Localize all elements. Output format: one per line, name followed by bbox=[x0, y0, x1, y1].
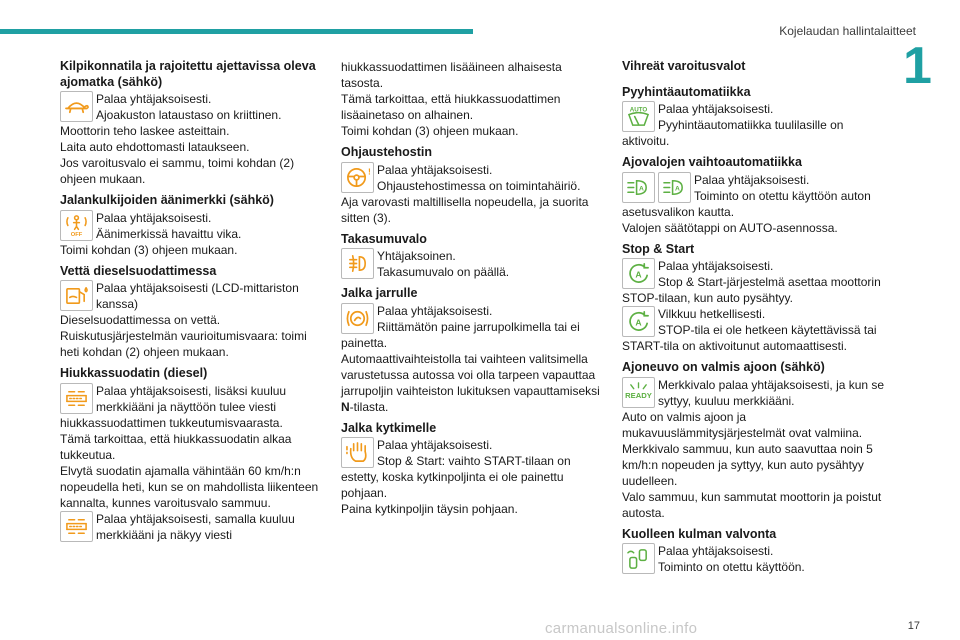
ready-label: READY bbox=[625, 390, 652, 400]
svg-text:!: ! bbox=[368, 166, 371, 177]
text-line: Ohjaustehostimessa on toimintahäiriö. bbox=[377, 178, 581, 193]
ready-icon bbox=[622, 377, 655, 408]
section-foot-on-clutch bbox=[341, 421, 603, 518]
text-line: Palaa yhtäjaksoisesti. bbox=[658, 259, 774, 273]
page-header-title: Kojelaudan hallintalaitteet bbox=[779, 24, 916, 38]
section-title: Takasumuvalo bbox=[341, 231, 427, 246]
text-line: Stop & Start-järjestelmä asettaa moottorin STOP-tilaan, kun auto pysähtyy. bbox=[622, 275, 881, 305]
section-title: Pyyhintäautomatiikka bbox=[622, 84, 751, 99]
section-blind-spot bbox=[622, 527, 892, 576]
section-title: Jalankulkijoiden äänimerkki (sähkö) bbox=[60, 193, 274, 207]
particle-filter-icon bbox=[60, 383, 93, 414]
text-line: Toiminto on otettu käyttöön auton asetusvalikon kautta. bbox=[622, 188, 871, 219]
text-line: Takasumuvalo on päällä. bbox=[377, 265, 510, 279]
section-pedestrian-sound bbox=[60, 193, 322, 258]
section-power-steering bbox=[341, 145, 603, 226]
section-title: Ohjaustehostin bbox=[341, 145, 432, 159]
stop-start-icon bbox=[622, 306, 655, 337]
text-line: Ruiskutusjärjestelmän vaurioitumisvaara: toimi heti kohdan (2) ohjeen mukaan. bbox=[60, 329, 307, 359]
section-rear-fog bbox=[341, 232, 603, 281]
header-accent-bar bbox=[0, 29, 473, 34]
text-line: STOP-tila ei ole hetkeen käytettävissä tai START-tila on aktivoitunut automaattisesti. bbox=[622, 323, 877, 353]
text-line: Palaa yhtäjaksoisesti. bbox=[377, 303, 493, 318]
text-line: Palaa yhtäjaksoisesti. bbox=[377, 162, 493, 177]
column-3 bbox=[622, 59, 892, 581]
foot-on-clutch-icon bbox=[341, 437, 374, 468]
text-line: Yhtäjaksoinen. bbox=[377, 249, 456, 263]
column-1 bbox=[60, 59, 322, 549]
section-auto-wiper bbox=[622, 85, 892, 150]
section-title: Jalka jarrulle bbox=[341, 286, 418, 300]
text-line: Toimi kohdan (3) ohjeen mukaan. bbox=[60, 242, 238, 257]
text-line: Palaa yhtäjaksoisesti, samalla kuuluu merkkiääni ja näkyy viesti bbox=[96, 511, 295, 542]
section-auto-high-beam bbox=[622, 155, 892, 236]
section-ready bbox=[622, 360, 892, 521]
auto-label: AUTO bbox=[629, 106, 648, 114]
foot-on-brake-icon bbox=[341, 303, 374, 334]
auto-high-beam-icon bbox=[622, 172, 655, 203]
text-line: Elvytä suodatin ajamalla vähintään 60 km/h:n nopeudella heti, kun se on mahdollista liikenteen kannalta, kunnes varoitusvalo sammuu. bbox=[60, 463, 319, 510]
chapter-number: 1 bbox=[903, 37, 932, 95]
section-title: Kuolleen kulman valvonta bbox=[622, 526, 777, 541]
text-fragment: Automaattivaihteistolla tai vaihteen valitsimella varustetussa autossa voi olla tarpeen vapauttaa jarrupoljin vaihteiston lukituksen vapauttamiseksi bbox=[341, 351, 600, 398]
text-line: Vilkkuu hetkellisesti. bbox=[658, 307, 766, 321]
text-line: Paina kytkinpoljin täysin pohjaan. bbox=[341, 502, 518, 516]
svg-text:A: A bbox=[638, 184, 644, 192]
text-line: Palaa yhtäjaksoisesti. bbox=[658, 544, 774, 558]
text-line: hiukkassuodattimen lisääineen alhaisesta tasosta. bbox=[341, 60, 562, 90]
text-line: Tämä tarkoittaa, että hiukkassuodattimen lisäainetaso on alhainen. bbox=[341, 92, 561, 122]
section-water-in-diesel bbox=[60, 264, 322, 361]
rear-fog-lamp-icon bbox=[341, 248, 374, 279]
column-2 bbox=[341, 59, 603, 523]
section-title: Ajovalojen vaihtoautomatiikka bbox=[622, 155, 802, 169]
text-line: Palaa yhtäjaksoisesti (LCD-mittariston kanssa) bbox=[96, 281, 299, 311]
section-particle-filter-continued bbox=[341, 59, 603, 139]
page-number: 17 bbox=[907, 620, 920, 632]
text-line: Palaa yhtäjaksoisesti, lisäksi kuuluu merkkiääni ja näyttöön tulee viesti hiukkassuodattimen tukkeutumisvaarasta. bbox=[60, 383, 287, 430]
text-line: Toimi kohdan (3) ohjeen mukaan. bbox=[341, 124, 519, 138]
svg-text:A: A bbox=[635, 317, 642, 328]
text-line: Valojen säätötappi on AUTO-asennossa. bbox=[622, 220, 838, 235]
text-line: Merkkivalo sammuu, kun auto saavuttaa noin 5 km/h:n nopeuden ja syttyy, kun auto pysähtyy uudelleen. bbox=[622, 441, 873, 488]
stop-start-icon bbox=[622, 258, 655, 289]
auto-wiper-icon bbox=[622, 101, 655, 132]
text-line: Stop & Start: vaihto START-tilaan on estetty, koska kytkinpoljinta ei ole painettu pohjaan. bbox=[341, 454, 571, 500]
watermark: carmanualsonline.info bbox=[545, 620, 698, 637]
text-line: Tämä tarkoittaa, että hiukkassuodatin alkaa tukkeutua. bbox=[60, 431, 292, 462]
text-line: Merkkivalo palaa yhtäjaksoisesti, ja kun se syttyy, kuuluu merkkiääni. bbox=[658, 377, 885, 408]
section-foot-on-brake bbox=[341, 286, 603, 415]
steering-wheel-icon bbox=[341, 162, 374, 193]
section-stop-start bbox=[622, 242, 892, 355]
text-line: Palaa yhtäjaksoisesti. bbox=[96, 92, 212, 106]
text-line: Riittämätön paine jarrupolkimella tai ei painetta. bbox=[341, 319, 580, 350]
text-line: Dieselsuodattimessa on vettä. bbox=[60, 313, 221, 327]
text-line: Pyyhintäautomatiikka tuulilasille on aktivoitu. bbox=[622, 118, 844, 148]
water-in-fuel-icon bbox=[60, 280, 93, 311]
text-line: Palaa yhtäjaksoisesti. bbox=[658, 102, 774, 116]
text-line: Palaa yhtäjaksoisesti. bbox=[96, 210, 212, 225]
section-title: Vettä dieselsuodattimessa bbox=[60, 263, 217, 278]
section-title: Hiukkassuodatin (diesel) bbox=[60, 366, 208, 380]
pedestrian-sound-off-icon bbox=[60, 210, 93, 241]
section-turtle-mode bbox=[60, 59, 322, 187]
turtle-icon bbox=[60, 91, 93, 122]
text-line: Laita auto ehdottomasti lataukseen. bbox=[60, 140, 250, 154]
text-line: Ajoakuston lataustaso on kriittinen. bbox=[96, 108, 282, 122]
auto-high-beam-icon bbox=[658, 172, 691, 203]
particle-filter-icon bbox=[60, 511, 93, 542]
section-title: Jalka kytkimelle bbox=[341, 420, 437, 435]
text-fragment: -tilasta. bbox=[349, 399, 389, 414]
text-line: Äänimerkissä havaittu vika. bbox=[96, 226, 242, 241]
text-line: Jos varoitusvalo ei sammu, toimi kohdan (2) ohjeen mukaan. bbox=[60, 156, 295, 186]
green-warning-lights-heading: Vihreät varoitusvalot bbox=[622, 59, 746, 73]
text-line: Palaa yhtäjaksoisesti. bbox=[694, 172, 810, 187]
text-line: Toiminto on otettu käyttöön. bbox=[658, 560, 805, 574]
text-line: Valo sammuu, kun sammutat moottorin ja poistut autosta. bbox=[622, 489, 882, 520]
svg-text:A: A bbox=[674, 184, 680, 192]
section-title: Stop & Start bbox=[622, 241, 695, 256]
text-fragment-bold: N bbox=[341, 399, 350, 414]
text-line: Aja varovasti maltillisella nopeudella, ja suorita sitten (3). bbox=[341, 194, 589, 225]
text-line: Moottorin teho laskee asteittain. bbox=[60, 124, 230, 138]
section-title: Ajoneuvo on valmis ajoon (sähkö) bbox=[622, 360, 825, 374]
svg-text:A: A bbox=[635, 269, 642, 280]
svg-text:OFF: OFF bbox=[70, 231, 83, 237]
section-title: Kilpikonnatila ja rajoitettu ajettavissa oleva ajomatka (sähkö) bbox=[60, 59, 316, 89]
section-particle-filter bbox=[60, 366, 322, 543]
text-line bbox=[341, 351, 603, 415]
text-line: Palaa yhtäjaksoisesti. bbox=[377, 438, 493, 452]
text-line: Auto on valmis ajoon ja mukavuuslämmitysjärjestelmät ovat valmiina. bbox=[622, 409, 863, 440]
blind-spot-icon bbox=[622, 543, 655, 574]
